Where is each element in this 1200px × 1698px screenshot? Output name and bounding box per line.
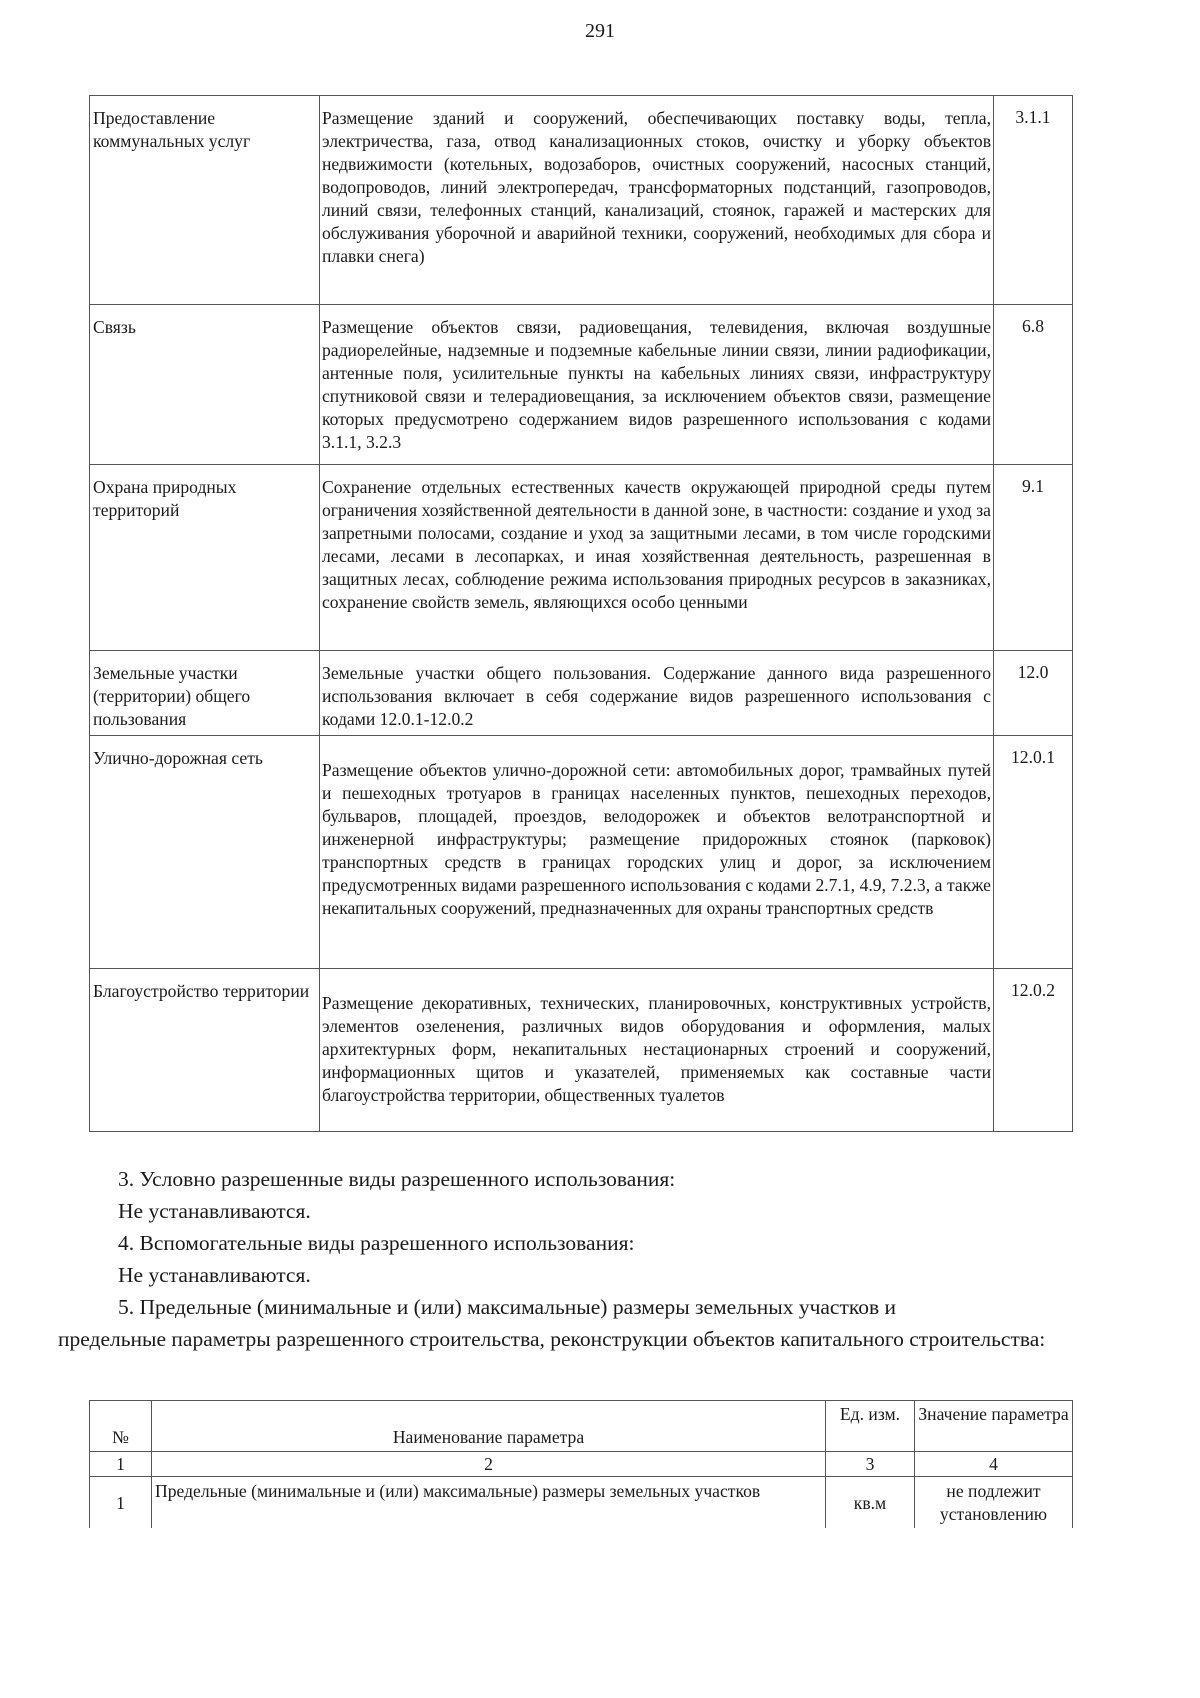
permitted-uses-table [89,95,1073,1132]
column-numbers-row [90,1452,1073,1477]
use-code: 9.1 [994,465,1073,651]
use-description: Сохранение отдельных естественных качеств окружающей природной среды путем ограничения хозяйственной деятельности в данной зоне, в частности: создание и уход за запретными полосами, создание и уход за защитными лесами, в том числе городскими лесами, лесами в лесопарках, и иная хозяйственная деятельность, разрешенная в защитных лесах, соблюдение режима использования природных ресурсов в заказниках, сохранение свойств земель, являющихся особо ценными [320,465,994,651]
column-number: 4 [915,1452,1073,1477]
use-name: Связь [90,305,320,465]
paragraph-conditional-uses: 3. Условно разрешенные виды разрешенного использования: [118,1167,676,1191]
use-name: Благоустройство территории [90,969,320,1132]
use-description: Размещение зданий и сооружений, обеспечивающих поставку воды, тепла, электричества, газа, отвод канализационных стоков, очистку и уборку объектов недвижимости (котельных, водозаборов, очистных сооружений, насосных станций, водопроводов, линий электропередач, трансформаторных подстанций, газопроводов, линий связи, телефонных станций, канализаций, стоянок, гаражей и мастерских для обслуживания уборочной и аварийной техники, сооружений, необходимых для сбора и плавки снега) [320,96,994,305]
paragraph-limit-sizes-continued: предельные параметры разрешенного строительства, реконструкции объектов капитального строительства: [58,1327,1046,1351]
use-description: Размещение объектов связи, радиовещания, телевидения, включая воздушные радиорелейные, надземные и подземные кабельные линии связи, линии радиофикации, антенные поля, усилительные пункты на кабельных линиях связи, инфраструктуру спутниковой связи и телерадиовещания, за исключением объектов связи, размещение которых предусмотрено содержанием видов разрешенного использования с кодами 3.1.1, 3.2.3 [320,305,994,465]
table-row [90,465,1073,651]
body-text [58,1163,1078,1355]
paragraph-conditional-uses-value: Не устанавливаются. [118,1199,311,1223]
param-num: 1 [90,1477,152,1530]
column-number: 3 [826,1452,915,1477]
paragraph-auxiliary-uses: 4. Вспомогательные виды разрешенного использования: [118,1231,635,1255]
table-row [90,651,1073,736]
param-unit: кв.м [826,1477,915,1530]
paragraph-limit-sizes: 5. Предельные (минимальные и (или) максимальные) размеры земельных участков и [118,1295,896,1319]
use-name: Улично-дорожная сеть [90,736,320,969]
use-code: 6.8 [994,305,1073,465]
column-number: 1 [90,1452,152,1477]
table-row [90,305,1073,465]
table-row [90,96,1073,305]
table-row [90,969,1073,1132]
use-name: Предоставление коммунальных услуг [90,96,320,305]
header-num: № [90,1401,152,1452]
parameters-table [89,1400,1073,1530]
use-description: Земельные участки общего пользования. Содержание данного вида разрешенного использования включает в себя содержание видов разрешенного использования с кодами 12.0.1-12.0.2 [320,651,994,736]
paragraph-auxiliary-uses-value: Не устанавливаются. [118,1263,311,1287]
use-code: 12.0.1 [994,736,1073,969]
column-number: 2 [152,1452,826,1477]
table-header-row [90,1401,1073,1452]
param-name: Предельные (минимальные и (или) максимальные) размеры земельных участков [152,1477,826,1530]
use-name: Земельные участки (территории) общего пользования [90,651,320,736]
header-name: Наименование параметра [152,1401,826,1452]
table-row [90,736,1073,969]
use-name: Охрана природных территорий [90,465,320,651]
header-unit: Ед. изм. [826,1401,915,1452]
use-code: 12.0 [994,651,1073,736]
use-description: Размещение объектов улично-дорожной сети: автомобильных дорог, трамвайных путей и пешеходных тротуаров в границах населенных пунктов, пешеходных переходов, бульваров, площадей, проездов, велодорожек и объектов велотранспортной и инженерной инфраструктуры; размещение придорожных стоянок (парковок) транспортных средств в границах городских улиц и дорог, за исключением предусмотренных видами разрешенного использования с кодами 2.7.1, 4.9, 7.2.3, а также некапитальных сооружений, предназначенных для охраны транспортных средств [320,736,994,969]
table-row [90,1477,1073,1530]
page-bottom-blank [0,1528,1200,1698]
use-code: 3.1.1 [994,96,1073,305]
page-number: 291 [585,20,615,42]
use-description: Размещение декоративных, технических, планировочных, конструктивных устройств, элементов озеленения, различных видов оборудования и оформления, малых архитектурных форм, некапитальных нестационарных строений и сооружений, информационных щитов и указателей, применяемых как составные части благоустройства территории, общественных туалетов [320,969,994,1132]
use-code: 12.0.2 [994,969,1073,1132]
header-value: Значение параметра [915,1401,1073,1452]
param-value: не подлежит установлению [915,1477,1073,1530]
